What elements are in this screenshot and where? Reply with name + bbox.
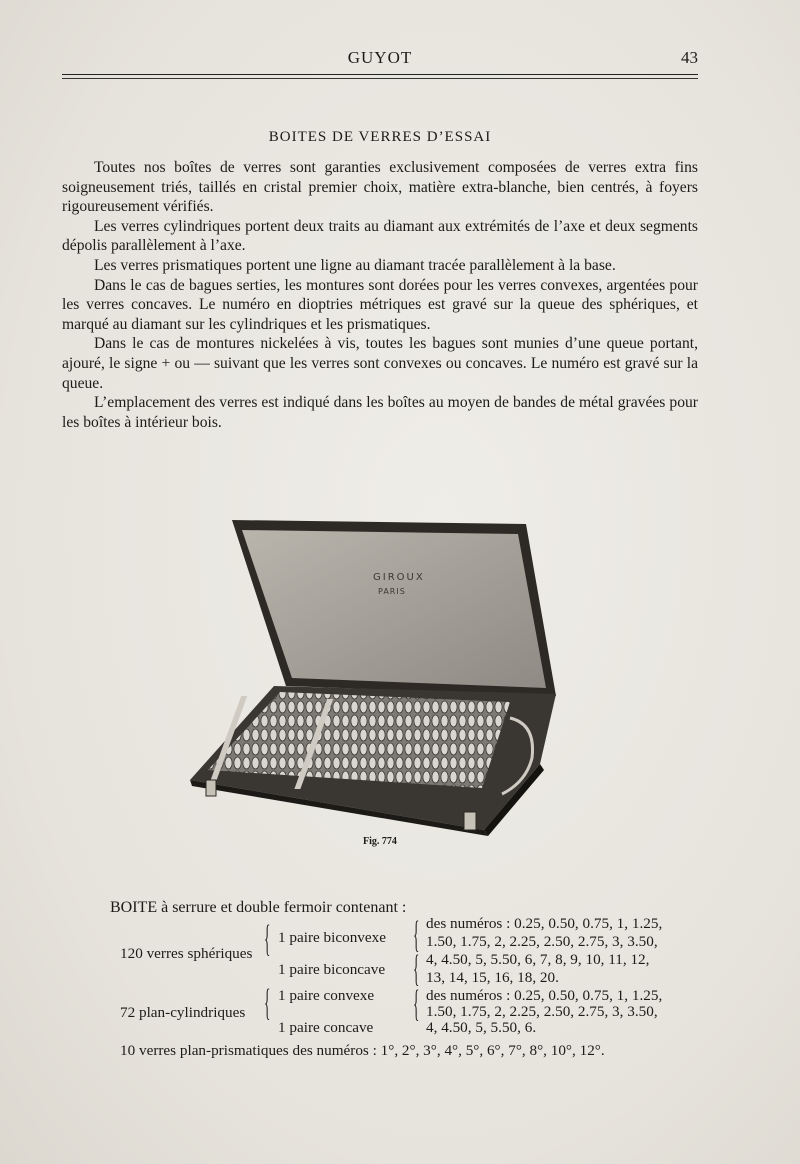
paragraph: Les verres cylindriques portent deux traits au diamant aux extrémités de l’axe et deux segments dépolis parallèlement à l’axe.: [62, 217, 698, 255]
spherical-pair-convex: 1 paire biconvexe: [278, 929, 386, 946]
trial-lens-case-illustration: [188, 518, 560, 836]
page-number: 43: [681, 48, 698, 67]
cylindrical-numbers-brace: {: [413, 983, 420, 1025]
body-text: [62, 158, 698, 432]
spherical-numbers-line: 4, 4.50, 5, 5.50, 6, 7, 8, 9, 10, 11, 12,: [426, 951, 650, 968]
cylindrical-numbers-line: 4, 4.50, 5, 5.50, 6.: [426, 1019, 537, 1036]
cylindrical-numbers-line: 1.50, 1.75, 2, 2.25, 2.50, 2.75, 3, 3.50,: [426, 1003, 658, 1020]
spherical-label: 120 verres sphériques: [120, 945, 253, 962]
spherical-numbers-brace: {: [413, 914, 420, 956]
spherical-pair-concave: 1 paire biconcave: [278, 961, 386, 978]
spherical-numbers-line: 1.50, 1.75, 2, 2.25, 2.50, 2.75, 3, 3.50,: [426, 933, 658, 950]
paragraph: Dans le cas de bagues serties, les montures sont dorées pour les verres convexes, argentées pour les verres concaves. Le numéro en dioptries métriques est gravé sur la queue des sphériques, et marqué au diamant sur les cylindriques et les prismatiques.: [62, 276, 698, 333]
cylindrical-numbers-line: des numéros : 0.25, 0.50, 0.75, 1, 1.25,: [426, 987, 663, 1004]
paragraph: Dans le cas de montures nickelées à vis, toutes les bagues sont munies d’une queue portant, ajouré, le signe + ou — suivant que les verres sont convexes ou concaves. Le numéro est gravé sur la queue.: [62, 335, 698, 392]
cylindrical-pair-concave: 1 paire concave: [278, 1019, 374, 1036]
section-title: BOITES DE VERRES D’ESSAI: [268, 129, 492, 145]
cylindrical-brace: {: [264, 982, 271, 1024]
paragraph: Toutes nos boîtes de verres sont garanties exclusivement composées de verres extra fins soigneusement triés, taillés en cristal premier choix, matière extra-blanche, bien centrés, à foyers rigoureusement vérifiés.: [62, 159, 698, 216]
figure-caption: Fig. 774: [363, 836, 397, 847]
box-list-title: BOITE à serrure et double fermoir contenant :: [110, 899, 407, 916]
running-title: GUYOT: [347, 48, 413, 67]
spherical-numbers-line: 13, 14, 15, 16, 18, 20.: [426, 969, 559, 986]
header-rule-secondary: [62, 78, 698, 79]
cylindrical-pair-convex: 1 paire convexe: [278, 987, 375, 1004]
header-rule: [62, 74, 698, 75]
paragraph: L’emplacement des verres est indiqué dans les boîtes au moyen de bandes de métal gravées pour les boîtes à intérieur bois.: [62, 394, 698, 431]
cylindrical-label: 72 plan-cylindriques: [120, 1004, 246, 1021]
prismatic-line: 10 verres plan-prismatiques des numéros : 1°, 2°, 3°, 4°, 5°, 6°, 7°, 8°, 10°, 12°.: [120, 1042, 605, 1059]
lid-maker-name: GIROUX: [373, 572, 425, 583]
spherical-brace: {: [264, 918, 271, 960]
lid-maker-city: PARIS: [378, 587, 406, 596]
trial-lens-case-figure: [188, 518, 560, 836]
spherical-numbers-line: des numéros : 0.25, 0.50, 0.75, 1, 1.25,: [426, 915, 663, 932]
page-header: [62, 48, 698, 68]
spherical-numbers-brace-lower: {: [413, 948, 420, 990]
paragraph: Les verres prismatiques portent une ligne au diamant tracée parallèlement à la base.: [94, 256, 616, 274]
